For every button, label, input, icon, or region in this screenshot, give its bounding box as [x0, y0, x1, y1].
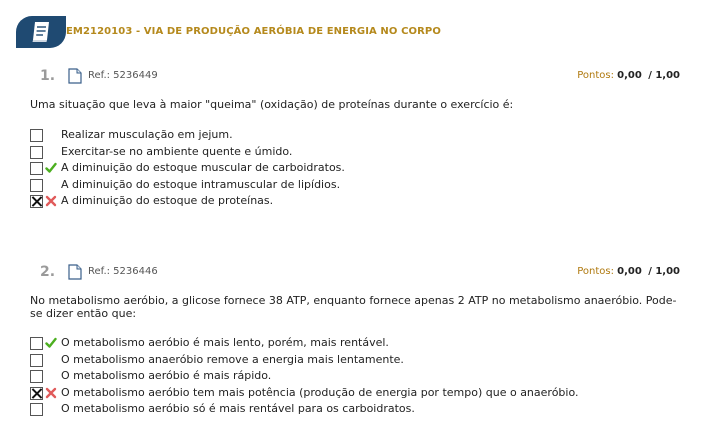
option-text: A diminuição do estoque intramuscular de lipídios. [61, 177, 341, 191]
option-text: O metabolismo aeróbio é mais lento, porém, mais rentável. [61, 336, 389, 349]
question-2 [0, 264, 727, 415]
option-checkbox-checked[interactable] [30, 387, 43, 400]
score-value: 0,00 [617, 266, 642, 277]
question-header [0, 68, 727, 88]
option-checkbox[interactable] [30, 162, 43, 175]
question-stem: Uma situação que leva à maior "queima" (oxidação) de proteínas durante o exercício é: [30, 98, 514, 111]
option-checkbox[interactable] [30, 129, 43, 142]
option-checkbox[interactable] [30, 403, 43, 416]
wrong-x-icon [45, 195, 57, 207]
book-badge [16, 16, 66, 48]
option-text: O metabolismo anaeróbio remove a energia mais lentamente. [61, 352, 404, 366]
option-checkbox[interactable] [30, 354, 43, 367]
check-icon [45, 337, 57, 349]
question-number: 2. [40, 264, 56, 280]
option-text: Exercitar-se no ambiente quente e úmido. [61, 144, 293, 158]
wrong-x-icon [45, 387, 57, 399]
question-stem: No metabolismo aeróbio, a glicose fornece 38 ATP, enquanto fornece apenas 2 ATP no metabolismo anaeróbio. Pode-se dizer então que: [30, 294, 677, 320]
option-text: Realizar musculação em jejum. [61, 128, 233, 141]
question-number: 1. [40, 68, 56, 84]
document-icon [68, 264, 82, 280]
option-checkbox[interactable] [30, 370, 43, 383]
option-text: A diminuição do estoque de proteínas. [61, 194, 274, 207]
question-ref: Ref.: 5236446 [88, 266, 158, 277]
score-label: Pontos: [577, 266, 614, 277]
option-checkbox[interactable] [30, 146, 43, 159]
question-score [577, 266, 680, 277]
book-icon [30, 20, 52, 44]
document-icon [68, 68, 82, 84]
question-score [577, 70, 680, 81]
option-text: A diminuição do estoque muscular de carboidratos. [61, 161, 345, 174]
question-header [0, 264, 727, 284]
check-icon [45, 162, 57, 174]
option-checkbox[interactable] [30, 179, 43, 192]
option-text: O metabolismo aeróbio tem mais potência (produção de energia por tempo) que o anaeróbio. [61, 385, 579, 399]
score-total: / 1,00 [648, 266, 680, 277]
question-ref: Ref.: 5236449 [88, 70, 158, 81]
option-text: O metabolismo aeróbio só é mais rentável para os carboidratos. [61, 402, 415, 415]
page-title: EM2120103 - VIA DE PRODUÇÃO AERÓBIA DE ENERGIA NO CORPO [66, 26, 441, 37]
score-label: Pontos: [577, 70, 614, 81]
score-value: 0,00 [617, 70, 642, 81]
score-total: / 1,00 [648, 70, 680, 81]
option-text: O metabolismo aeróbio é mais rápido. [61, 369, 272, 382]
option-checkbox[interactable] [30, 337, 43, 350]
question-1 [0, 68, 727, 207]
exam-header [0, 0, 727, 60]
option-checkbox-checked[interactable] [30, 195, 43, 208]
